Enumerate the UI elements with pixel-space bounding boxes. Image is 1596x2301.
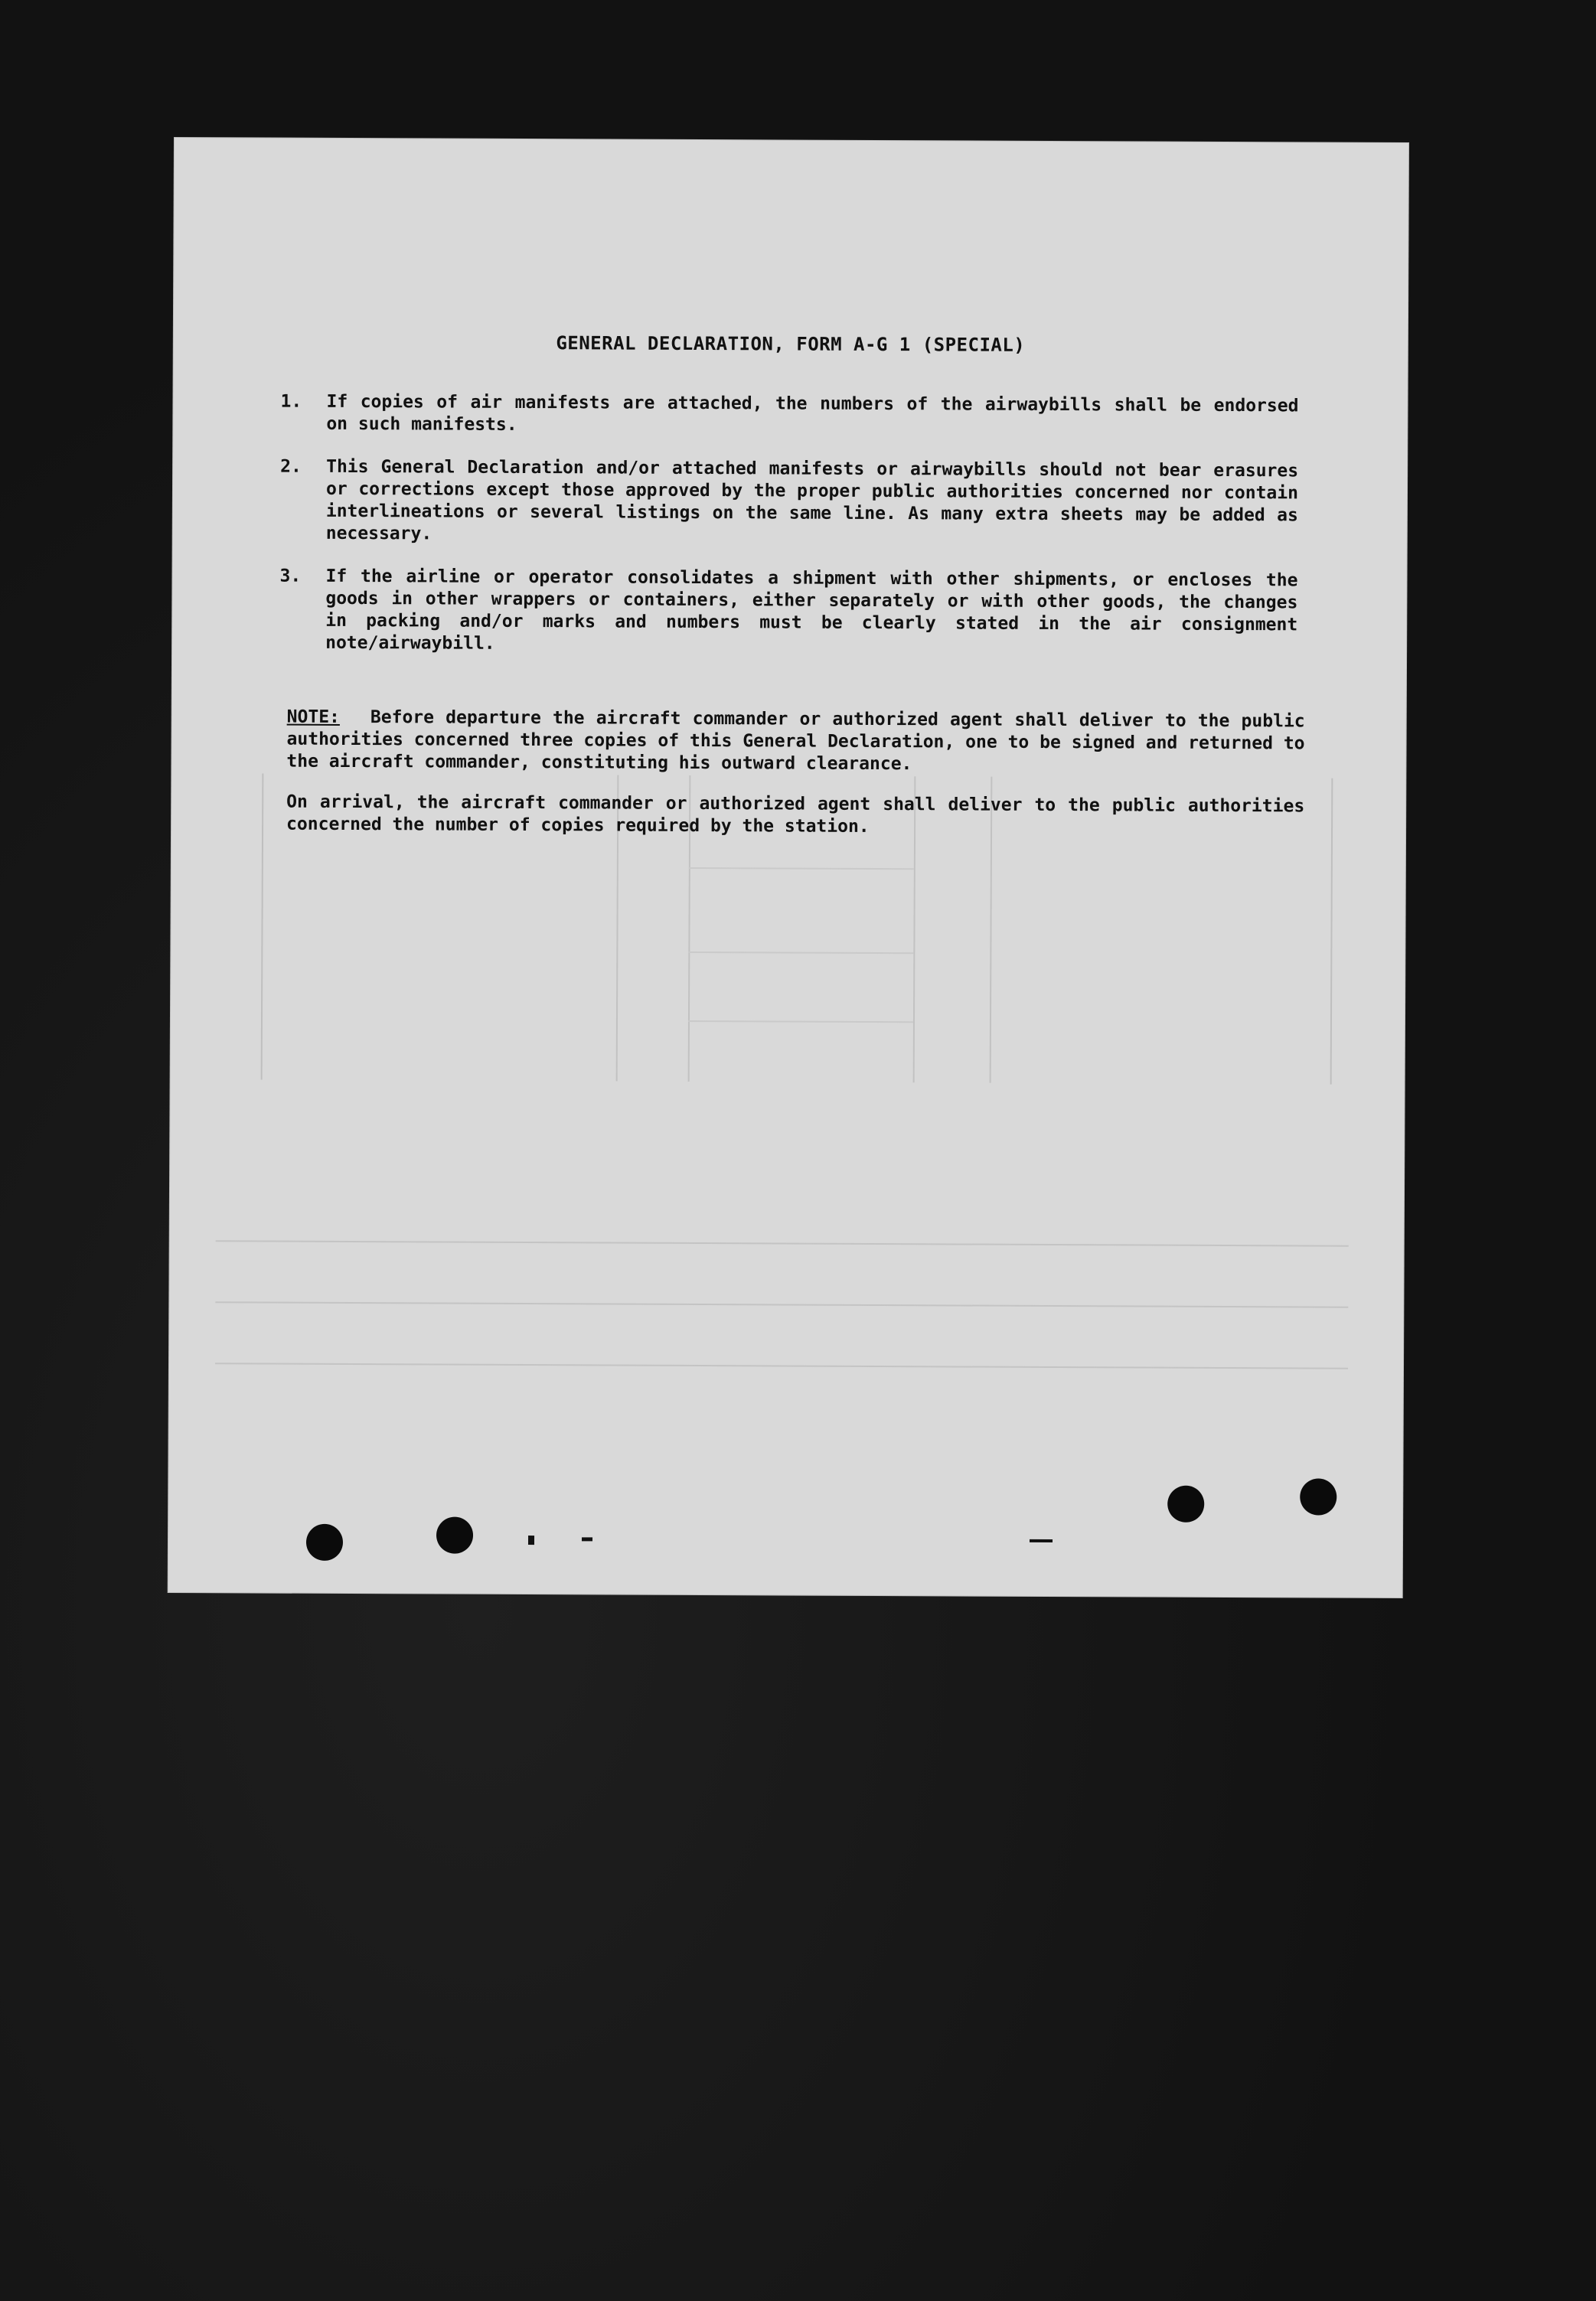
page-title: GENERAL DECLARATION, FORM A-G 1 (SPECIAL) <box>556 332 1026 356</box>
note-text: Before departure the aircraft commander or authorized agent shall deliver to the public authorities concerned three copies of this General Declaration, one to be signed and returned to the aircraft commander, constituting his outward clearance. <box>286 707 1305 775</box>
filing-mark <box>582 1537 592 1541</box>
document-page <box>168 138 1408 1598</box>
filing-mark <box>1030 1539 1053 1542</box>
bleed-through-line <box>688 951 913 954</box>
filing-mark <box>528 1536 534 1545</box>
note-section <box>286 707 1305 859</box>
item-text: If copies of air manifests are attached, the numbers of the airwaybills shall be endorsed on such manifests. <box>326 391 1299 435</box>
item-number: 1. <box>280 391 302 412</box>
bleed-through-line <box>215 1301 1348 1307</box>
item-number: 2. <box>280 456 302 477</box>
bleed-through-line <box>689 867 914 870</box>
item-text: If the airline or operator consolidates a shipment with other shipments, or encloses the goods in other wrappers or containers, either separately or with other goods, the changes in packing and/or marks and numbers must be clearly stated in the air consignment note/airwaybill. <box>325 566 1298 654</box>
list-item <box>280 391 1298 440</box>
bleed-through-line <box>215 1363 1348 1369</box>
instruction-list <box>279 391 1299 680</box>
note-paragraph <box>286 707 1304 778</box>
punch-hole <box>306 1524 343 1561</box>
bleed-through-line <box>216 1240 1349 1246</box>
bleed-through-line <box>688 1020 913 1023</box>
list-item <box>280 456 1298 550</box>
punch-hole <box>436 1517 473 1554</box>
punch-hole <box>1300 1478 1337 1515</box>
item-text: This General Declaration and/or attached manifests or airwaybills should not bear erasures or corrections except those approved by the proper public authorities concerned nor contain interlineations or several listings on the same line. As many extra sheets may be added as necessary. <box>325 456 1299 544</box>
arrival-paragraph: On arrival, the aircraft commander or authorized agent shall deliver to the public authorities concerned the number of copies required by the station. <box>286 791 1305 837</box>
item-number: 3. <box>279 566 302 586</box>
punch-hole <box>1167 1486 1204 1523</box>
note-label: NOTE: <box>286 707 341 727</box>
list-item <box>279 566 1297 659</box>
